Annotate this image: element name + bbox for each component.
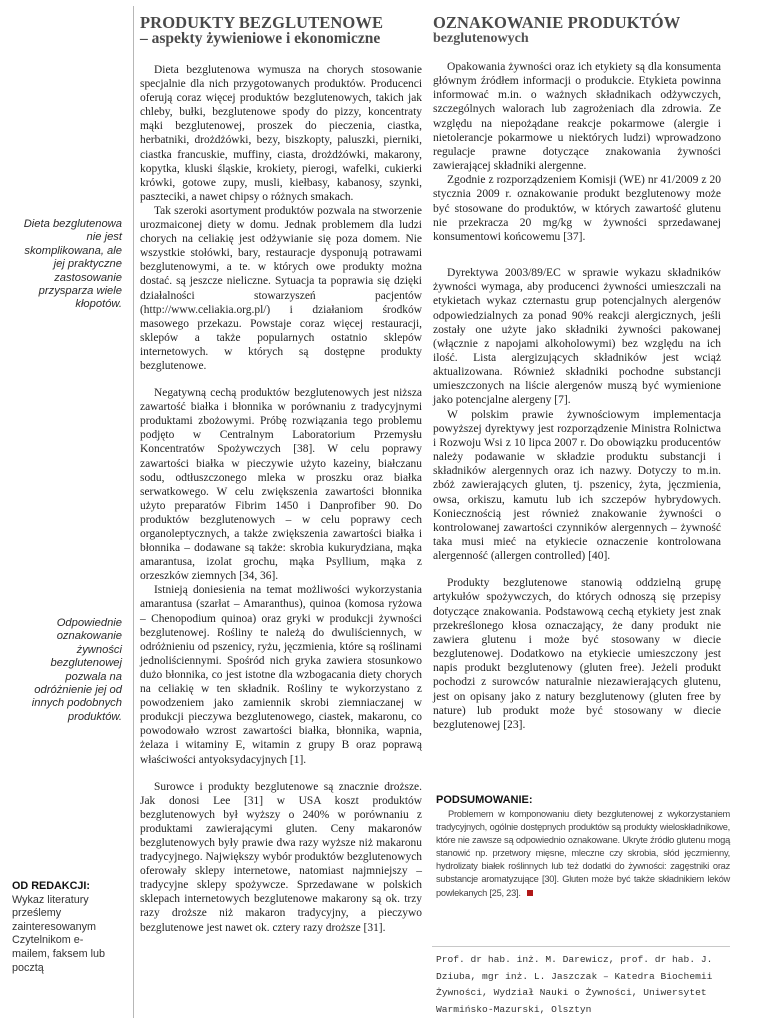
paragraph: Zgodnie z rozporządzeniem Komisji (WE) nr 41/2009 z 20 stycznia 2009 r. oznakowanie produkt bezglutenowy może być stosowane do produktów, w których zawartość glutenu nie przekracza 20 mg/kg w żywności sprzedawanej konsumentowi końcowemu [37].: [433, 174, 721, 243]
summary-body: Problemem w komponowaniu diety bezglutenowej z wykorzystaniem tradycyjnych, ogólnie dostępnych produktów są produkty wieloskładnikowe, które nie zawsze są odpowiednio oznakowane. Ukryte źródło glutenu mogą stanowić np. przetwory mięsne, mleczne czy skrobia, słód jęczmienny, hydrolizaty białek roślinnych lub też dodatki do żywności: zagęstniki oraz substancje aromatyzujące [30]. Gluten może być także składnikiem leków powlekanych [25, 23].: [436, 809, 730, 898]
editor-note-text: Wykaz literatury prześlemy zainteresowanym Czytelnikom e-mailem, faksem lub pocztą: [12, 893, 106, 974]
editor-note-label: OD REDAKCJI:: [12, 880, 90, 892]
paragraph: Negatywną cechą produktów bezglutenowych jest niższa zawartość białka i błonnika w porównaniu z tradycyjnymi produktami zbożowymi. Próbę rozwiązania tego problemu podjęto w Centralnym Laboratorium Przemysłu Koncentratów Spożywczych [38]. W celu poprawy zawartości białka w pieczywie użyto kazeiny, białczanu sodu, odtłuszczonego mleka w proszku oraz białka serwatkowego. W celu zwiększenia zawartości błonnika użyto preparatów Fibrim 1450 i Danprofiber 90. Do produktów bezglutenowych – w celu poprawy cech organoleptycznych, a także zwiększenia zawartości białka i błonnika – dodawane są także: skrobia kukurydziana, mąka amarantusa, izolat grochu, mąka Psyllium, mąka z orzeszków ziemnych [34, 36].: [140, 387, 422, 583]
paragraph: Tak szeroki asortyment produktów pozwala na stworzenie urozmaiconej diety w domu. Jednak problemem dla ludzi chorych na celiakię jest odżywianie się poza domem. Nie wszystkie stołówki, bary, restauracje dysponują potrawami bezglutenowymi, a te. w których owe produkty można dostać. są jeszcze nieliczne. Sytuacja ta poprawia się dzięki działalności stowarzyszeń pacjentów (http://www.celiakia.org.pl/) i działaniom środków masowego przekazu. Powstaje coraz więcej restauracji, sklepów a także popularnych ostatnio sklepów internetowych. w których są dostępne produkty bezglutenowe.: [140, 204, 422, 372]
paragraph: Surowce i produkty bezglutenowe są znacznie droższe. Jak donosi Lee [31] w USA koszt produktów bezglutenowych był wyższy o 240% w porównaniu z produktami zawierającymi gluten. Ceny makaronów bezglutenowych były prawie dwa razy wyższe niż makaronu tradycyjnego. Największy wybór produktów bezglutenowych oferowały sklepy internetowe, natomiast najmniejszy – tradycyjne sklepy spożywcze. Sprzedawane w polskich sklepach internetowych bezglutenowe makarony są ok. trzy razy droższe niż makaron tradycyjny, a pieczywo bezglutenowe jest nawet ok. cztery razy droższe [31].: [140, 780, 422, 934]
summary-title: PODSUMOWANIE:: [436, 794, 533, 806]
summary-box: [436, 794, 730, 900]
summary-text: [436, 808, 730, 900]
authors-divider: [432, 946, 730, 947]
article-title: PRODUKTY BEZGLUTENOWE: [140, 13, 384, 32]
paragraph-gap: [433, 563, 721, 576]
right-article: [433, 14, 721, 732]
paragraph: Opakowania żywności oraz ich etykiety są dla konsumenta głównym źródłem informacji o produkcie. Etykieta powinna informować m.in. o ważnych składnikach odżywczych, szczególnych walorach lub zagrożeniach dla zdrowia. Ze względu na niepożądane reakcje pokarmowe (alergie i nietolerancje pokarmowe u niektórych ludzi) wprowadzono regulacje prawne dotyczące znakowania żywności zawierającej składniki alergenne.: [433, 61, 721, 173]
paragraph: Istnieją doniesienia na temat możliwości wykorzystania amarantusa (szarłat – Amaranthus), quinoa (komosa ryżowa – Chenopodium quinoa) oraz gryki w produkcji żywności bezglutenowej. Rośliny te należą do dwuliściennych, w odróżnieniu od pszenicy, ryżu, jęczmienia, które są roślinami jednoliściennymi. Spośród nich gryka zawiera stosunkowo dużo błonnika, co jest istotne dla wzbogacania diety chorych na celiakię w ten składnik. Rośliny te wykorzystano z powodzeniem jako zamiennik skrobi ziemniaczanej w produkcji pieczywa bezglutenowego, ciastek, makaronu, co powodowało wzrost zawartości białka, błonnika, wapnia, żelaza i witaminy E, witamin z grupy B oraz poprawą właściwości antyoksydacyjnych [1].: [140, 584, 422, 766]
paragraph-gap: [140, 373, 422, 386]
sidebar-note: Odpowiednie oznakowanie żywności bezglutenowej pozwala na odróżnienie jej od innych podobnych produktów.: [31, 617, 122, 723]
paragraph: Dyrektywa 2003/89/EC w sprawie wykazu składników żywności wymaga, aby producenci żywności umieszczali na etykietach wykaz czternastu grup potencjalnych alergenów odpowiedzialnych za ponad 90% reakcji alergicznych, jeśli zostały one użyte jako składniki żywności pakowanej (włącznie z napojami alkoholowymi) bez względu na ich ilość. Lista alergizujących składników jest wciąż aktualizowana. Również składniki pochodne substancji umieszczonych na liście alergenów muszą być wymienione jako potencjalne alergeny [7].: [433, 267, 721, 407]
paragraph: W polskim prawie żywnościowym implementacja powyższej dyrektywy jest rozporządzenie Ministra Rolnictwa i Rozwoju Wsi z 10 lipca 2007 r. Do obowiązku producentów należy podawanie w składzie produktu substancji i składników alergennych oraz ich nazwy. Dotyczy to m.in. zbóż zawierających gluten, tj. pszenicy, żyta, jęczmienia, owsa, orkiszu, kamutu lub ich szczepów hybrydowych. Koniecznością jest również znakowanie żywności o kontrolowanej zawartości czynników alergennych – żywność taka musi mieć na etykiecie oznaczenie kontrolowana alergenność (allergen controlled) [40].: [433, 408, 721, 563]
end-square-icon: [527, 890, 533, 896]
article-subtitle: – aspekty żywieniowe i ekonomiczne: [140, 30, 381, 47]
sidebar-note: Dieta bezglutenowa nie jest skomplikowana, ale jej praktyczne zastosowanie przysparza wiele kłopotów.: [23, 218, 122, 311]
editor-note: [12, 880, 112, 975]
paragraph: Dieta bezglutenowa wymusza na chorych stosowanie specjalnie dla nich przygotowanych produktów. Producenci oferują coraz więcej produktów bezglutenowych, takich jak chleby, bułki, bezglutenowe spody do pizzy, koncentraty mąki bezglutenowej, proszek do pieczenia, ciastka, herbatniki, drożdżówki, bezy, biszkopty, paluszki, pierniki, ciastka francuskie, muffiny, ciasta, drożdżówki, makarony, kopytka, kluski śląskie, krokiety, pierogi, wafelki, cukierki krówki, gotowe zupy, musli, kiełbasy, kabanosy, szynki, paszteciki, a nawet chipsy o różnych smakach.: [140, 64, 422, 203]
paragraph-gap: [140, 767, 422, 780]
paragraph-gap: [433, 244, 721, 266]
paragraph: Produkty bezglutenowe stanowią oddzielną grupę artykułów spożywczych, do których odnoszą się przepisy dotyczące znakowania. Podstawową cechą etykiety jest znak przekreślonego kłosa oznaczający, że dany produkt nie zawiera glutenu i może być stosowany w diecie bezglutenowej. Dodatkowo na etykiecie umieszczony jest napis produkt bezglutenowy (gluten free). Jeżeli produkt pochodzi z surowców naturalnie niezawierających glutenu, jest on opisany jako z natury bezglutenowy (gluten free by nature) lub produkt może być stosowany w diecie bezglutenowej [23].: [433, 577, 721, 731]
article-title: OZNAKOWANIE PRODUKTÓW: [433, 13, 681, 32]
authors-affiliation: Prof. dr hab. inż. M. Darewicz, prof. dr hab. J. Dziuba, mgr inż. L. Jaszczak – Katedra Biochemii Żywności, Wydział Nauki o Żywności, Uniwersytet Warmińsko-Mazurski, Olsztyn: [436, 954, 713, 1015]
left-article: [140, 14, 422, 935]
article-subtitle: bezglutenowych: [433, 31, 529, 46]
sidebar: [0, 0, 128, 1022]
column-divider: [133, 6, 134, 1018]
